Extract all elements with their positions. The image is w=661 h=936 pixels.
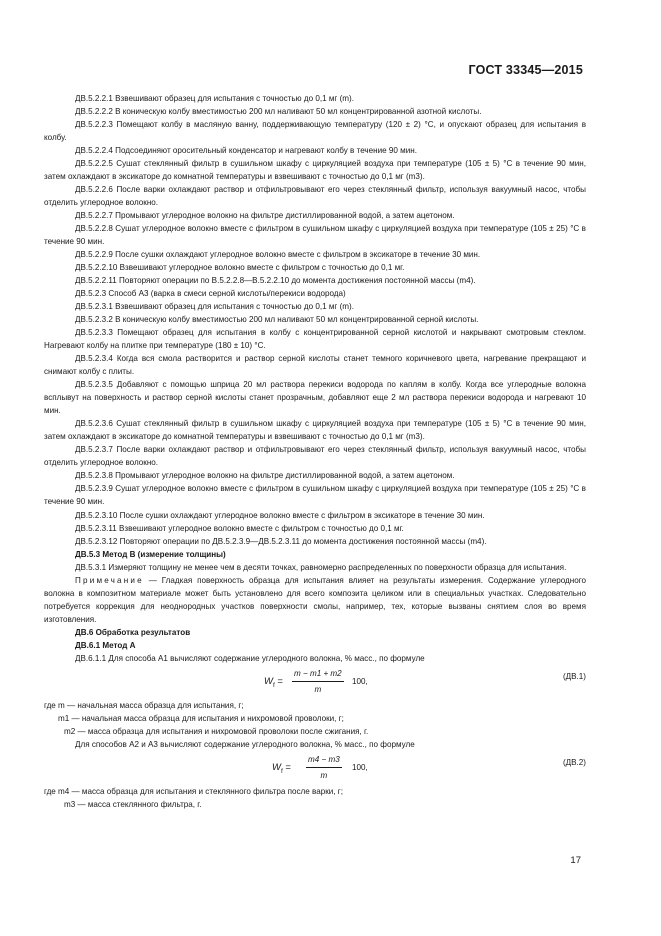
formula-dv2	[44, 753, 586, 783]
formula-lhs: $W_f$ =	[272, 761, 291, 775]
formula-denominator: m	[314, 684, 322, 694]
paragraph: ДВ.5.2.3.7 После варки охлаждают раствор и отфильтровывают его через стеклянный фильтр, используя вакуумный насос, чтобы отделить углеродное волокно.	[44, 445, 586, 468]
paragraph: ДВ.5.2.3.3 Помещают образец для испытания в колбу с концентрированной серной кислотой и накрывают смотровым стеклом. Нагревают колбу на плитке при температуре (180 ± 10) °C.	[44, 328, 586, 351]
note-paragraph	[44, 574, 586, 626]
note-text: — Гладкая поверхность образца для испытания влияет на результаты измерения. Содержание углеродного волокна в композитном материале может быть установлено для всего композита целиком или в специальных участках. Следовательно потребуется коррекция для неоднородных участков поверхности смолы, например, тех, которые вызваны снятием слоя во время изготовления.	[44, 575, 586, 624]
paragraph: ДВ.5.2.2.6 После варки охлаждают раствор и отфильтровывают его через стеклянный фильтр, используя вакуумный насос, чтобы отделить углеродное волокно.	[44, 185, 586, 208]
paragraph-list	[44, 92, 586, 548]
section-6-heading: ДВ.6 Обработка результатов	[75, 627, 191, 637]
paragraph: ДВ.5.2.3.9 Сушат углеродное волокно вместе с фильтром в сушильном шкафу с циркуляцией воздуха при температуре (105 ± 25) °C в течение 90 мин.	[44, 484, 586, 507]
formula-fraction	[292, 667, 344, 696]
paragraph: ДВ.5.2.3 Способ А3 (варка в смеси серной кислоты/перекиси водорода)	[75, 289, 346, 299]
paragraph: ДВ.5.2.3.2 В коническую колбу вместимостью 200 мл наливают 50 мл концентрированной серной кислоты.	[75, 315, 479, 325]
def-line: m1 — начальная масса образца для испытания и нихромовой проволоки, г;	[58, 713, 344, 723]
paragraph: ДВ.5.2.2.9 После сушки охлаждают углеродное волокно вместе с фильтром в эксикаторе в течение 30 мин.	[75, 250, 481, 260]
document-body	[44, 92, 586, 811]
formula-dv1	[44, 667, 586, 697]
a2-a3-paragraph: Для способов А2 и А3 вычисляют содержание углеродного волокна, % масс., по формуле	[75, 739, 415, 749]
paragraph: ДВ.5.2.3.4 Когда вся смола растворится и раствор серной кислоты станет темного коричневого цвета, нагревание прекращают и снимают колбу с плиты.	[44, 354, 586, 377]
def-line: m3 — масса стеклянного фильтра, г.	[64, 799, 202, 809]
paragraph: ДВ.5.2.3.8 Промывают углеродное волокно на фильтре дистиллированной водой, а затем ацетоном.	[75, 471, 455, 481]
section-b-heading: ДВ.5.3 Метод В (измерение толщины)	[75, 549, 226, 559]
paragraph: ДВ.5.2.2.1 Взвешивают образец для испытания с точностью до 0,1 мг (m).	[75, 94, 354, 103]
formula-numerator: m4 − m3	[306, 753, 342, 768]
paragraph: ДВ.5.2.3.1 Взвешивают образец для испытания с точностью до 0,1 мг (m).	[75, 302, 354, 312]
def-line: где m4 — масса образца для испытания и стеклянного фильтра после варки, г;	[44, 786, 343, 796]
page-number: 17	[570, 855, 581, 866]
formula-lhs: $W_f$ =	[264, 675, 283, 689]
def-line: где m — начальная масса образца для испытания, г;	[44, 700, 244, 710]
paragraph: ДВ.5.2.3.5 Добавляют с помощью шприца 20 мл раствора перекиси водорода по каплям в колбу. Когда все углеродные волокна всплывут на поверхность и раствор серной кислоты станет прозрачным, добавляют еще 2 мл раствора перекиси водорода и нагревают 10 мин.	[44, 380, 586, 416]
formula-label: (ДВ.2)	[562, 757, 586, 767]
paragraph: ДВ.5.2.2.11 Повторяют операции по В.5.2.2.8—В.5.2.2.10 до момента достижения постоянной массы (m4).	[75, 276, 476, 286]
paragraph: ДВ.5.2.2.10 Взвешивают углеродное волокно вместе с фильтром с точностью до 0,1 мг.	[75, 263, 405, 273]
formula-fraction	[306, 753, 342, 782]
formula-numerator: m − m1 + m2	[292, 667, 344, 682]
def-line: m2 — масса образца для испытания и нихромовой проволоки после сжигания, г.	[64, 726, 369, 736]
paragraph: ДВ.5.2.3.6 Сушат стеклянный фильтр в сушильном шкафу с циркуляцией воздуха при температуре (105 ± 5) °C в течение 90 мин, затем охлаждают в эксикаторе до комнатной температуры и взвешивают с точностью до 0,1 мг (m3).	[44, 419, 586, 442]
paragraph: ДВ.5.2.2.3 Помещают колбу в масляную ванну, поддерживающую температуру (120 ± 2) °C, и опускают образец для испытания в колбу.	[44, 120, 586, 143]
paragraph: ДВ.5.2.2.8 Сушат углеродное волокно вместе с фильтром в сушильном шкафу с циркуляцией воздуха при температуре (105 ± 25) °C в течение 90 мин.	[44, 224, 586, 247]
note-label: Примечание	[75, 575, 144, 585]
paragraph: ДВ.5.2.2.7 Промывают углеродное волокно на фильтре дистиллированной водой, а затем ацетоном.	[75, 211, 455, 221]
paragraph: ДВ.5.2.3.12 Повторяют операции по ДВ.5.2.3.9—ДВ.5.2.3.11 до момента достижения постоянной массы (m4).	[75, 536, 487, 546]
formula-denominator: m	[320, 770, 328, 780]
section-b-paragraph: ДВ.5.3.1 Измеряют толщину не менее чем в десяти точках, равномерно распределенных по поверхности образца для испытания.	[75, 562, 567, 572]
paragraph: ДВ.5.2.2.4 Подсоединяют оросительный конденсатор и нагревают колбу в течение 90 мин.	[75, 146, 417, 156]
standard-header: ГОСТ 33345—2015	[468, 63, 583, 77]
paragraph: ДВ.5.2.2.5 Сушат стеклянный фильтр в сушильном шкафу с циркуляцией воздуха при температуре (105 ± 5) °C в течение 90 мин, затем охлаждают в эксикаторе до комнатной температуры и взвешивают с точностью до 0,1 мг (m3).	[44, 159, 586, 182]
section-6-1-heading: ДВ.6.1 Метод А	[75, 640, 136, 650]
paragraph: ДВ.5.2.3.11 Взвешивают углеродное волокно вместе с фильтром с точностью до 0,1 мг.	[75, 523, 404, 533]
formula-tail: 100,	[352, 762, 368, 772]
formula-tail: 100,	[352, 676, 368, 686]
paragraph: ДВ.5.2.2.2 В коническую колбу вместимостью 200 мл наливают 50 мл концентрированной азотной кислоты.	[75, 107, 482, 117]
section-6-1-1-paragraph: ДВ.6.1.1 Для способа А1 вычисляют содержание углеродного волокна, % масс., по формуле	[75, 653, 425, 663]
paragraph: ДВ.5.2.3.10 После сушки охлаждают углеродное волокно вместе с фильтром в эксикаторе в течение 30 мин.	[75, 510, 485, 520]
formula-label: (ДВ.1)	[562, 671, 586, 681]
